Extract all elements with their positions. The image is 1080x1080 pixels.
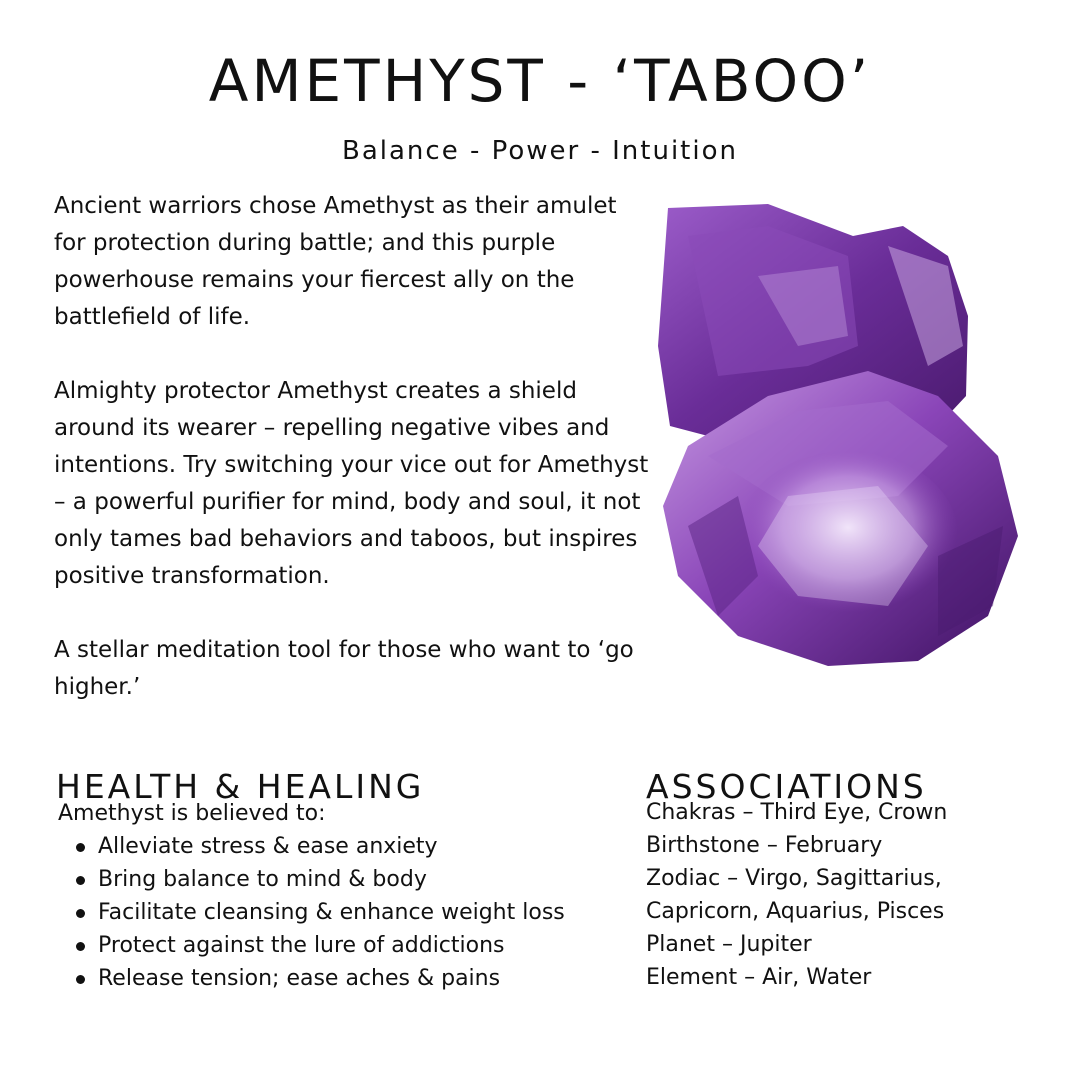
intro-paragraph: A stellar meditation tool for those who want to ‘go higher.’	[54, 637, 634, 700]
health-list	[58, 830, 638, 995]
amethyst-crystal-icon	[648, 196, 1028, 676]
list-item-text: Alleviate stress & ease anxiety	[98, 834, 438, 859]
bullet-icon	[76, 909, 85, 918]
list-item	[76, 929, 638, 962]
list-item	[76, 830, 638, 863]
page-title: AMETHYST - ‘TABOO’	[208, 47, 872, 115]
health-intro: Amethyst is believed to:	[58, 801, 326, 826]
intro-paragraph: Almighty protector Amethyst creates a shield around its wearer – repelling negative vibes and intentions. Try switching your vice out for Amethyst – a powerful purifier for mind, body and soul, it not only tames bad behaviors and taboos, but inspires positive transformation.	[54, 378, 649, 589]
list-item	[76, 896, 638, 929]
list-item-text: Release tension; ease aches & pains	[98, 966, 501, 991]
intro-paragraph: Ancient warriors chose Amethyst as their amulet for protection during battle; and this purple powerhouse remains your fiercest ally on the battlefield of life.	[54, 193, 617, 330]
amethyst-crystal-image	[648, 196, 1028, 676]
list-item	[76, 863, 638, 896]
list-item-text: Facilitate cleansing & enhance weight loss	[98, 900, 565, 925]
health-section-title: HEALTH & HEALING	[56, 767, 425, 807]
bullet-icon	[76, 876, 85, 885]
association-line: Zodiac – Virgo, Sagittarius,	[646, 866, 942, 891]
bullet-icon	[76, 975, 85, 984]
associations-section-title: ASSOCIATIONS	[646, 767, 927, 807]
bullet-icon	[76, 942, 85, 951]
intro-text	[54, 188, 654, 743]
association-line: Capricorn, Aquarius, Pisces	[646, 899, 945, 924]
list-item-text: Bring balance to mind & body	[98, 867, 427, 892]
page-subtitle: Balance - Power - Intuition	[342, 136, 738, 166]
association-line: Chakras – Third Eye, Crown	[646, 800, 948, 825]
association-line: Element – Air, Water	[646, 965, 872, 990]
association-line: Birthstone – February	[646, 833, 883, 858]
health-section-body	[58, 797, 638, 995]
association-line: Planet – Jupiter	[646, 932, 812, 957]
bullet-icon	[76, 843, 85, 852]
associations-list	[646, 796, 1066, 994]
list-item	[76, 962, 638, 995]
list-item-text: Protect against the lure of addictions	[98, 933, 505, 958]
